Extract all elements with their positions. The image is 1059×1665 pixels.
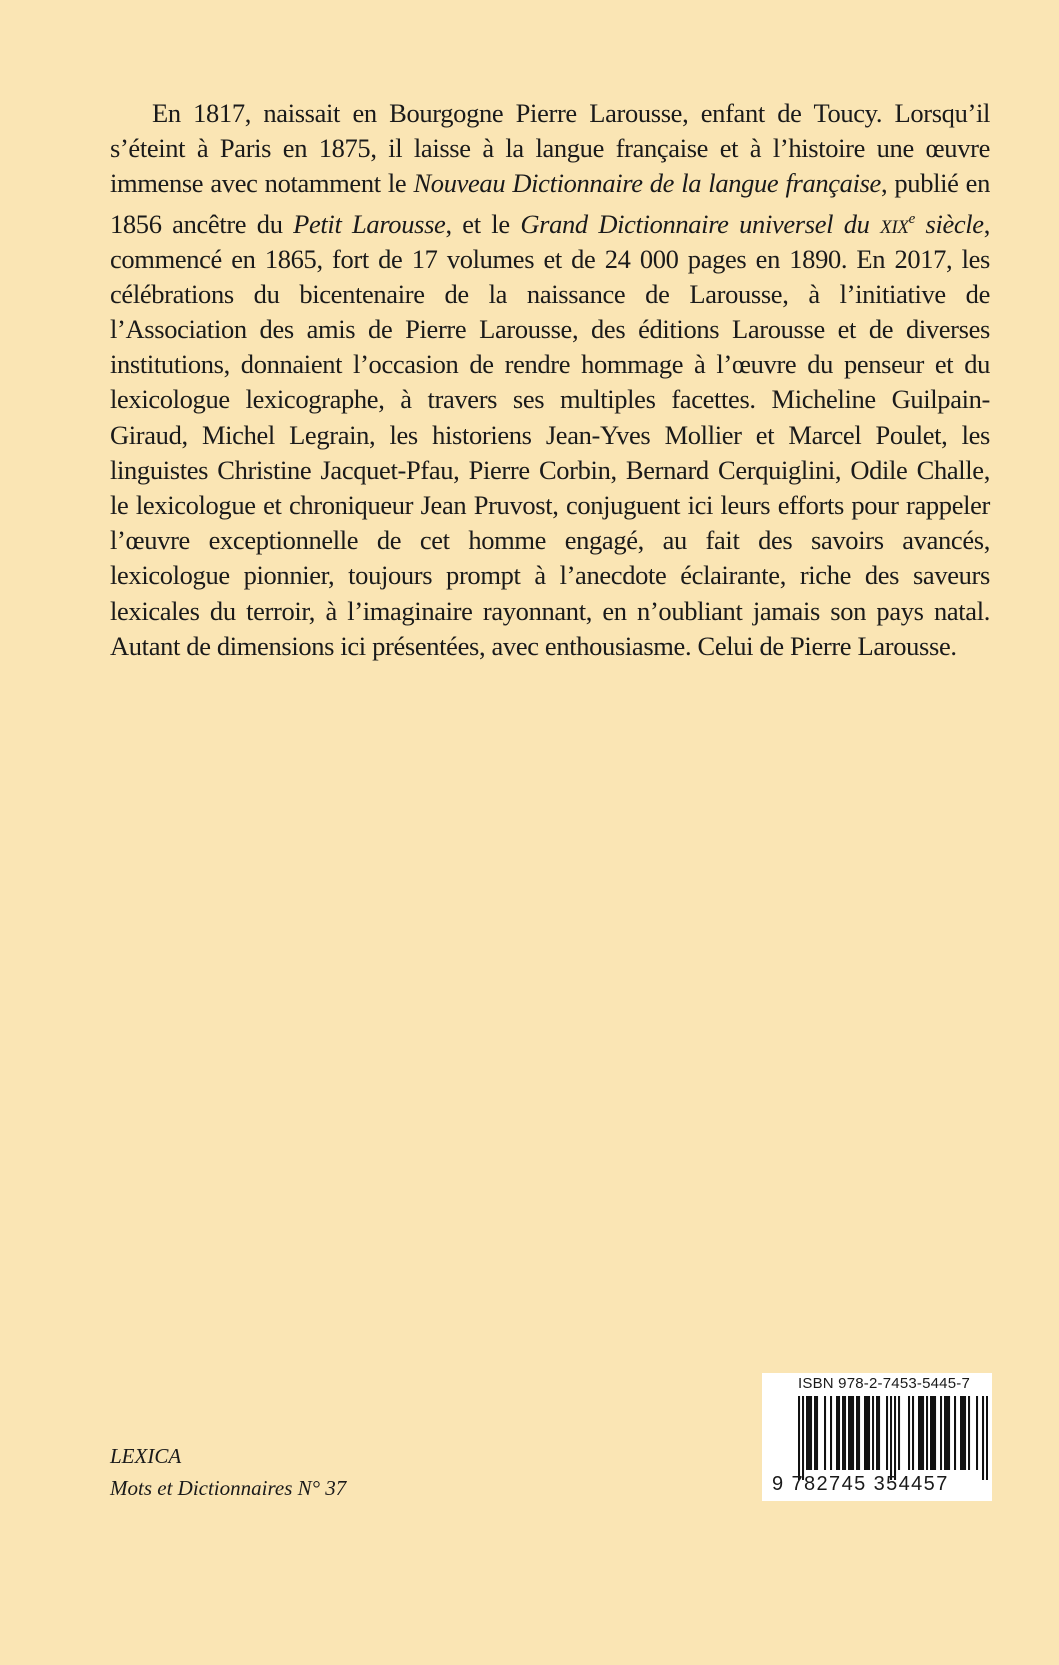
barcode-bar: [858, 1396, 860, 1470]
barcode-bar: [948, 1396, 950, 1470]
barcode-bar: [876, 1396, 878, 1470]
isbn-label: ISBN 978-2-7453-5445-7: [798, 1375, 971, 1392]
barcode-bar: [824, 1396, 826, 1470]
barcode-bar: [954, 1396, 956, 1470]
barcode-bar: [982, 1396, 984, 1480]
barcode-bar: [852, 1396, 854, 1470]
blurb-text-2: , publié en 1856 ancêtre du: [110, 168, 990, 239]
barcode-bar: [922, 1396, 924, 1470]
barcode-bar: [866, 1396, 868, 1470]
blurb-text-1: En 1817, naissait en Bourgogne Pierre Larousse, enfant de Toucy. Lorsqu’il s’éteint à Paris en 1875, il laisse à la langue française et à l’histoire une œuvre immense avec notamment le: [110, 98, 990, 199]
barcode-bar: [968, 1396, 970, 1470]
blurb-title-petit-larousse: Petit Larousse: [293, 208, 446, 239]
barcode-bar: [806, 1396, 808, 1470]
barcode-bar: [836, 1396, 838, 1470]
barcode-bar: [964, 1396, 966, 1470]
barcode-bar: [940, 1396, 942, 1470]
barcode-bar: [926, 1396, 928, 1470]
barcode-bar: [976, 1396, 978, 1470]
back-cover-blurb: [110, 96, 990, 664]
barcode-bar: [838, 1396, 840, 1470]
barcode-bar: [816, 1396, 818, 1470]
collection-info: [110, 1440, 346, 1504]
blurb-century-superscript: e: [908, 210, 915, 227]
barcode-bar: [912, 1396, 914, 1470]
barcode-bar: [850, 1396, 852, 1470]
barcode-bar: [830, 1396, 832, 1470]
barcode-bar: [872, 1396, 874, 1470]
barcode-bar: [946, 1396, 948, 1470]
barcode-bar: [864, 1396, 866, 1470]
barcode-bar: [908, 1396, 910, 1470]
barcode-digits: 9 782745 354457: [772, 1473, 949, 1495]
blurb-text-4: , commencé en 1865, fort de 17 volumes et de 24 000 pages en 1890. En 2017, les célébrations du bicentenaire de la naissance de Larousse, à l’initiative de l’Association des amis de Pierre Larousse, des éditions Larousse et de diverses institutions, donnaient l’occasion de rendre hommage à l’œuvre du penseur et du lexicologue lexicographe, à travers ses multiples facettes. Micheline Guilpain-Giraud, Michel Legrain, les historiens Jean-Yves Mollier et Marcel Poulet, les linguistes Christine Jacquet-Pfau, Pierre Corbin, Bernard Cerquiglini, Odile Challe, le lexicologue et chroniqueur Jean Pruvost, conjuguent ici leurs efforts pour rappeler l’œuvre exceptionnelle de cet homme engagé, au fait des savoirs avancés, lexicologue pionnier, toujours prompt à l’anecdote éclairante, riche des saveurs lexicales du terroir, à l’imaginaire rayonnant, en n’oubliant jamais son pays natal. Autant de dimensions ici présentées, avec enthousiasme. Celui de Pierre Larousse.: [110, 208, 991, 661]
barcode-bar: [960, 1396, 962, 1470]
barcode-bar: [920, 1396, 922, 1470]
barcode-bar: [898, 1396, 900, 1470]
blurb-title-nouveau-dictionnaire: Nouveau Dictionnaire de la langue française: [413, 168, 881, 199]
barcode-bar: [810, 1396, 812, 1470]
barcode-bar: [962, 1396, 964, 1470]
blurb-title-grand-dictionnaire-end: siècle: [914, 208, 984, 239]
barcode-bar: [798, 1396, 800, 1480]
blurb-title-grand-dictionnaire: Grand Dictionnaire universel du: [520, 208, 881, 239]
barcode-bar: [918, 1396, 920, 1470]
barcode-bar: [944, 1396, 946, 1470]
barcode-bar: [986, 1396, 988, 1480]
barcode-bar: [844, 1396, 846, 1470]
blurb-century-numeral: xix: [880, 208, 909, 239]
barcode-bar: [878, 1396, 880, 1470]
barcode-bar: [802, 1396, 804, 1480]
barcode-bar: [868, 1396, 870, 1470]
barcode-bar: [934, 1396, 936, 1470]
barcode-bar: [886, 1396, 888, 1470]
collection-name: LEXICA: [110, 1444, 182, 1468]
barcode-bar: [814, 1396, 816, 1470]
barcode-image: [798, 1396, 988, 1480]
barcode-bar: [932, 1396, 934, 1470]
barcode-bar: [890, 1396, 892, 1480]
barcode-bar: [894, 1396, 896, 1480]
collection-series: Mots et Dictionnaires N° 37: [110, 1476, 347, 1500]
barcode-bar: [930, 1396, 932, 1470]
barcode-bar: [842, 1396, 844, 1470]
barcode-bar: [848, 1396, 850, 1470]
barcode-bar: [808, 1396, 810, 1470]
barcode-bar: [856, 1396, 858, 1470]
blurb-text-3: , et le: [445, 208, 521, 239]
